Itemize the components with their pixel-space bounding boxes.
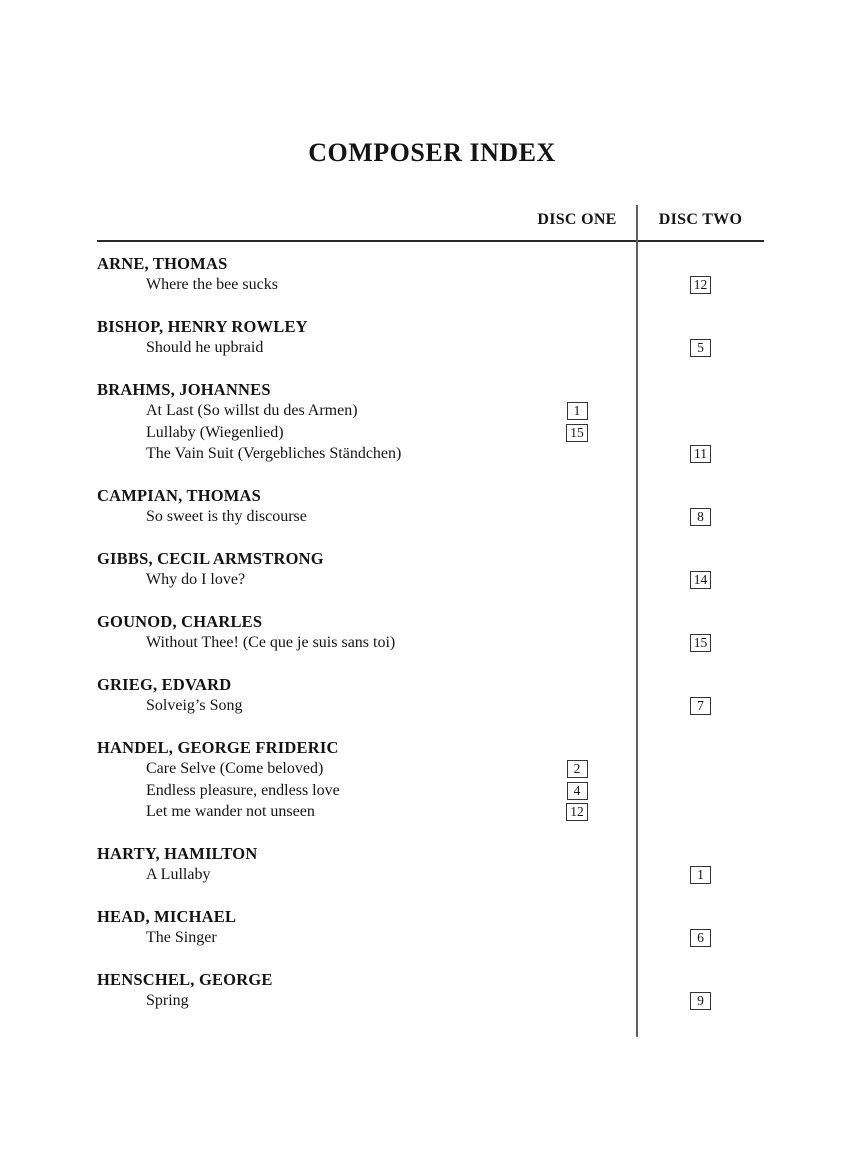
disc-one-track-number: 15 bbox=[566, 424, 588, 442]
disc-two-track-cell bbox=[637, 634, 764, 652]
disc-one-track-cell bbox=[517, 760, 637, 778]
disc-one-track-cell bbox=[517, 782, 637, 800]
composer-group bbox=[97, 674, 764, 717]
composer-name: BISHOP, HENRY ROWLEY bbox=[97, 317, 308, 336]
composer-group bbox=[97, 253, 764, 296]
disc-two-track-number: 11 bbox=[690, 445, 711, 463]
composer-name: GOUNOD, CHARLES bbox=[97, 612, 263, 631]
song-row bbox=[97, 991, 764, 1013]
disc-two-track-cell bbox=[637, 276, 764, 294]
song-row bbox=[97, 759, 764, 781]
disc-two-track-cell bbox=[637, 445, 764, 463]
disc-one-track-cell bbox=[517, 402, 637, 420]
song-row bbox=[97, 633, 764, 655]
song-title: The Vain Suit (Vergebliches Ständchen) bbox=[146, 445, 402, 463]
composer-name: HANDEL, GEORGE FRIDERIC bbox=[97, 738, 339, 757]
song-row bbox=[97, 444, 764, 466]
composer-list bbox=[97, 253, 764, 1032]
composer-group bbox=[97, 843, 764, 886]
disc-two-track-number: 15 bbox=[690, 634, 712, 652]
song-title: A Lullaby bbox=[146, 866, 211, 884]
song-title: Lullaby (Wiegenlied) bbox=[146, 423, 284, 441]
song-row bbox=[97, 401, 764, 423]
disc-two-track-number: 8 bbox=[690, 508, 711, 526]
disc-two-track-cell bbox=[637, 866, 764, 884]
composer-group bbox=[97, 379, 764, 465]
header-rule bbox=[97, 240, 764, 242]
disc-two-column-header: DISC TWO bbox=[658, 211, 743, 228]
song-title: Why do I love? bbox=[146, 571, 246, 589]
composer-name: HARTY, HAMILTON bbox=[97, 844, 258, 863]
composer-name: CAMPIAN, THOMAS bbox=[97, 486, 262, 505]
song-row bbox=[97, 780, 764, 802]
composer-group bbox=[97, 611, 764, 654]
song-title: Let me wander not unseen bbox=[146, 803, 315, 821]
disc-two-track-cell bbox=[637, 992, 764, 1010]
song-row bbox=[97, 275, 764, 297]
song-title: At Last (So willst du des Armen) bbox=[146, 402, 358, 420]
composer-group bbox=[97, 485, 764, 528]
disc-two-track-cell bbox=[637, 571, 764, 589]
song-title: Spring bbox=[146, 992, 189, 1010]
song-row bbox=[97, 570, 764, 592]
column-headers bbox=[97, 211, 764, 229]
disc-one-track-cell bbox=[517, 424, 637, 442]
disc-two-track-number: 9 bbox=[690, 992, 711, 1010]
disc-one-track-cell bbox=[517, 803, 637, 821]
song-row bbox=[97, 696, 764, 718]
disc-two-track-cell bbox=[637, 339, 764, 357]
disc-two-track-number: 5 bbox=[690, 339, 711, 357]
song-title: So sweet is thy discourse bbox=[146, 508, 307, 526]
disc-one-track-number: 2 bbox=[567, 760, 588, 778]
disc-two-track-number: 1 bbox=[690, 866, 711, 884]
song-title: Without Thee! (Ce que je suis sans toi) bbox=[146, 634, 396, 652]
disc-two-track-number: 14 bbox=[690, 571, 712, 589]
song-title: The Singer bbox=[146, 929, 217, 947]
disc-two-track-cell bbox=[637, 929, 764, 947]
composer-group bbox=[97, 548, 764, 591]
song-title: Where the bee sucks bbox=[146, 276, 278, 294]
column-header-spacer bbox=[97, 211, 517, 229]
composer-group bbox=[97, 316, 764, 359]
disc-one-track-number: 12 bbox=[566, 803, 588, 821]
song-title: Endless pleasure, endless love bbox=[146, 781, 340, 799]
disc-two-track-cell bbox=[637, 697, 764, 715]
song-title: Solveig’s Song bbox=[146, 697, 243, 715]
composer-group bbox=[97, 906, 764, 949]
composer-name: GRIEG, EDVARD bbox=[97, 675, 232, 694]
composer-name: HENSCHEL, GEORGE bbox=[97, 970, 273, 989]
song-row bbox=[97, 422, 764, 444]
song-title: Should he upbraid bbox=[146, 339, 264, 357]
song-title: Care Selve (Come beloved) bbox=[146, 760, 324, 778]
disc-two-track-number: 12 bbox=[690, 276, 712, 294]
disc-one-track-number: 1 bbox=[567, 402, 588, 420]
disc-two-track-cell bbox=[637, 508, 764, 526]
song-row bbox=[97, 507, 764, 529]
page-title: COMPOSER INDEX bbox=[308, 138, 556, 167]
composer-name: BRAHMS, JOHANNES bbox=[97, 380, 271, 399]
composer-name: GIBBS, CECIL ARMSTRONG bbox=[97, 549, 324, 568]
composer-name: HEAD, MICHAEL bbox=[97, 907, 237, 926]
song-row bbox=[97, 802, 764, 824]
disc-one-column-header: DISC ONE bbox=[537, 211, 617, 228]
song-row bbox=[97, 865, 764, 887]
disc-two-track-number: 6 bbox=[690, 929, 711, 947]
composer-group bbox=[97, 737, 764, 823]
disc-two-track-number: 7 bbox=[690, 697, 711, 715]
song-row bbox=[97, 338, 764, 360]
song-row bbox=[97, 928, 764, 950]
composer-name: ARNE, THOMAS bbox=[97, 254, 228, 273]
composer-group bbox=[97, 969, 764, 1012]
disc-one-track-number: 4 bbox=[567, 782, 588, 800]
